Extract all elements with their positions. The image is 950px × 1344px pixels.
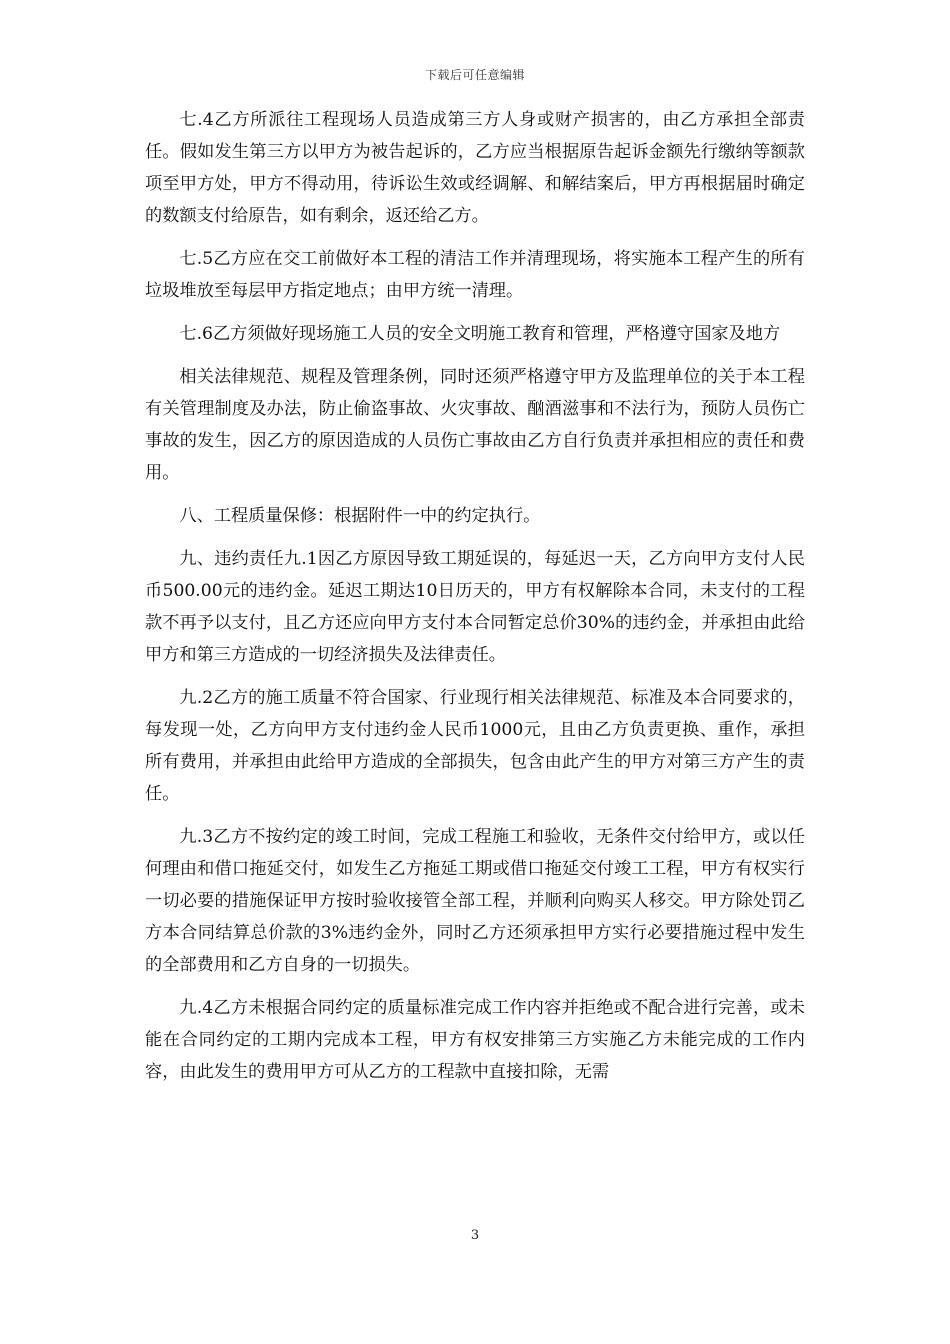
page-header: 下载后可任意编辑	[424, 68, 525, 82]
paragraph-9-2: 九.2乙方的施工质量不符合国家、行业现行相关法律规范、标准及本合同要求的，每发现一处，乙方向甲方支付违约金人民币1000元，且由乙方负责更换、重作，承担所有费用，并承担由此给甲方造成的全部损失，包含由此产生的甲方对第三方产生的责任。	[145, 688, 805, 804]
page-number: 3	[470, 1228, 480, 1243]
paragraph-7-6: 七.6乙方须做好现场施工人员的安全文明施工教育和管理，严格遵守国家及地方	[179, 324, 781, 344]
paragraph-8: 八、工程质量保修：根据附件一中的约定执行。	[179, 506, 541, 526]
paragraph-9-4: 九.4乙方未根据合同约定的质量标准完成工作内容并拒绝或不配合进行完善，或未能在合同约定的工期内完成本工程，甲方有权安排第三方实施乙方未能完成的工作内容，由此发生的费用甲方可从乙方的工程款中直接扣除，无需	[145, 998, 805, 1082]
paragraph-7-4: 七.4乙方所派往工程现场人员造成第三方人身或财产损害的，由乙方承担全部责任。假如发生第三方以甲方为被告起诉的，乙方应当根据原告起诉金额先行缴纳等额款项至甲方处，甲方不得动用，待诉讼生效或经调解、和解结案后，甲方再根据届时确定的数额支付给原告，如有剩余，返还给乙方。	[145, 110, 805, 226]
paragraph-9-1: 九、违约责任九.1因乙方原因导致工期延误的，每延迟一天，乙方向甲方支付人民币500.00元的违约金。延迟工期达10日历天的，甲方有权解除本合同，未支付的工程款不再予以支付，且乙方还应向甲方支付本合同暂定总价30%的违约金，并承担由此给甲方和第三方造成的一切经济损失及法律责任。	[145, 549, 805, 665]
paragraph-9-3: 九.3乙方不按约定的竣工时间，完成工程施工和验收，无条件交付给甲方，或以任何理由和借口拖延交付，如发生乙方拖延工期或借口拖延交付竣工工程，甲方有权实行一切必要的措施保证甲方按时验收接管全部工程，并顺利向购买人移交。甲方除处罚乙方本合同结算总价款的3%违约金外，同时乙方还须承担甲方实行必要措施过程中发生的全部费用和乙方自身的一切损失。	[145, 827, 805, 975]
paragraph-7-6-continued: 相关法律规范、规程及管理条例，同时还须严格遵守甲方及监理单位的关于本工程有关管理制度及办法，防止偷盗事故、火灾事故、酗酒滋事和不法行为，预防人员伤亡事故的发生，因乙方的原因造成的人员伤亡事故由乙方自行负责并承担相应的责任和费用。	[145, 367, 805, 483]
document-body	[145, 104, 805, 1099]
paragraph-7-5: 七.5乙方应在交工前做好本工程的清洁工作并清理现场，将实施本工程产生的所有垃圾堆放至每层甲方指定地点；由甲方统一清理。	[145, 249, 805, 301]
